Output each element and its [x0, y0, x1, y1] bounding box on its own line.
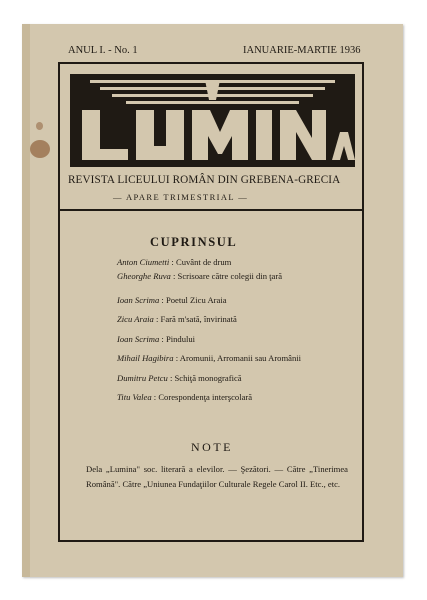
issue-date: IANUARIE-MARTIE 1936 — [243, 45, 361, 56]
toc-title: Aromunii, Arromanii sau Aromânii — [179, 353, 302, 363]
toc-title: Fară m'sată, învirinată — [160, 314, 237, 324]
toc-author: Mihail Hagibira — [117, 353, 174, 363]
toc-title: Schiţă monografică — [174, 373, 242, 383]
stain-mark — [30, 140, 50, 158]
notes-text: Dela „Lumina" soc. literară a elevilor. — Şezători. — Către „Tinerimea Română". Către „Uniunea Fundaţiilor Culturale Regele Carol II. Etc., etc. — [86, 464, 348, 489]
cover-spine — [22, 24, 30, 577]
toc-title: Poetul Zicu Araia — [165, 295, 227, 305]
lumina-logo — [70, 74, 355, 167]
toc-author: Zicu Araia — [117, 314, 154, 324]
toc-entry: Ioan Scrima : Poetul Zicu Araia — [117, 295, 227, 305]
notes-title: NOTE — [191, 440, 233, 454]
toc-title: Scrisoare către colegii din ţară — [177, 271, 283, 281]
toc-entry: Gheorghe Ruva : Scrisoare către colegii din ţară — [117, 271, 283, 281]
toc-title: Corespondenţa interşcolară — [158, 392, 253, 402]
toc-author: Ioan Scrima — [117, 295, 160, 305]
issue-number: ANUL I. - No. 1 — [68, 45, 138, 56]
magazine-subtitle: REVISTA LICEULUI ROMÂN DIN GREBENA-GRECIA — [68, 174, 341, 186]
toc-entry: Ioan Scrima : Pindului — [117, 334, 196, 344]
toc-author: Titu Valea — [117, 392, 152, 402]
toc-entry: Mihail Hagibira : Aromunii, Arromanii sau Aromânii — [117, 353, 302, 363]
toc-entry: Anton Ciumetti : Cuvânt de drum — [117, 257, 232, 267]
toc-author: Dumitru Petcu — [117, 373, 168, 383]
toc-entry: Titu Valea : Corespondenţa interşcolară — [117, 392, 253, 402]
toc-entry: Dumitru Petcu : Schiţă monografică — [117, 373, 242, 383]
toc-author: Anton Ciumetti — [117, 257, 170, 267]
publication-frequency: — APARE TRIMESTRIAL — — [113, 192, 249, 202]
contents-title: CUPRINSUL — [150, 235, 238, 249]
toc-title: Pindului — [165, 334, 196, 344]
stain-mark — [36, 122, 43, 130]
toc-title: Cuvânt de drum — [175, 257, 232, 267]
toc-author: Ioan Scrima — [117, 334, 160, 344]
toc-entry: Zicu Araia : Fară m'sată, învirinată — [117, 314, 237, 324]
section-divider — [58, 209, 364, 211]
toc-author: Gheorghe Ruva — [117, 271, 171, 281]
